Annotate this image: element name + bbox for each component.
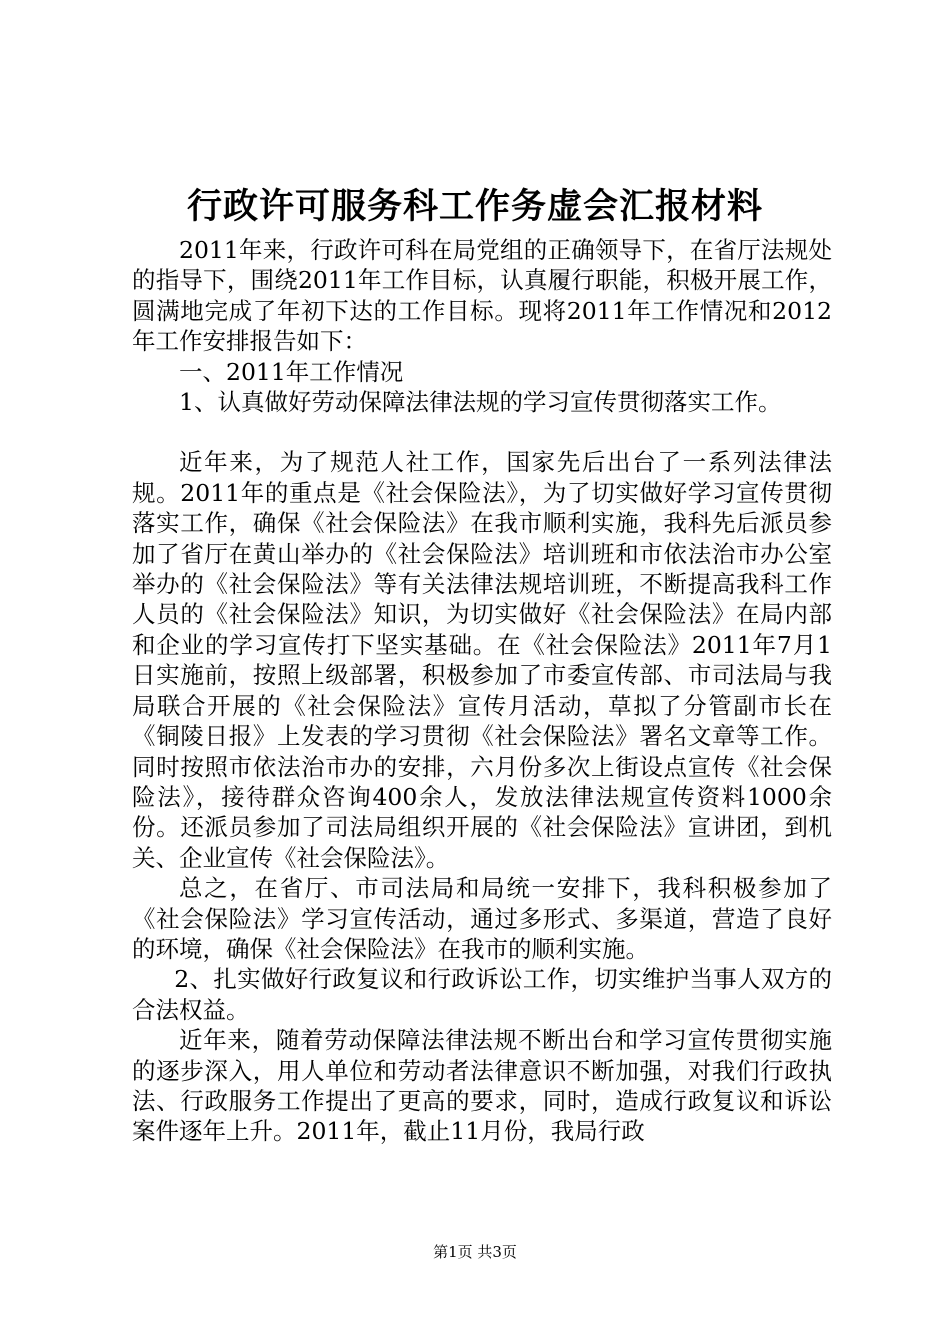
body-paragraph: 近年来，为了规范人社工作，国家先后出台了一系列法律法规。2011年的重点是《社会保险法》，为了切实做好学习宣传贯彻落实工作，确保《社会保险法》在我市顺利实施，我科先后派员参加了省厅在黄山举办的《社会保险法》培训班和市依法治市办公室举办的《社会保险法》等有关法律法规培训班，不断提高我科工作人员的《社会保险法》知识，为切实做好《社会保险法》在局内部和企业的学习宣传打下坚实基础。在《社会保险法》2011年7月1日实施前，按照上级部署，积极参加了市委宣传部、市司法局与我局联合开展的《社会保险法》宣传月活动，草拟了分管副市长在《铜陵日报》上发表的学习贯彻《社会保险法》署名文章等工作。同时按照市依法治市办的安排，六月份多次上街设点宣传《社会保险法》，接待群众咨询400余人，发放法律法规宣传资料1000余份。还派员参加了司法局组织开展的《社会保险法》宣讲团，到机关、企业宣传《社会保险法》。 [132, 448, 832, 872]
section-heading: 一、2011年工作情况 [179, 357, 404, 386]
intro-paragraph: 2011年来，行政许可科在局党组的正确领导下，在省厅法规处的指导下，围绕2011年工作目标，认真履行职能，积极开展工作，圆满地完成了年初下达的工作目标。现将2011年工作情况和2012年工作安排报告如下： [132, 236, 832, 356]
page-footer: 第1页 共3页 [433, 1243, 517, 1261]
blank-line [132, 417, 832, 447]
subsection-heading: 2、扎实做好行政复议和行政诉讼工作，切实维护当事人双方的合法权益。 [132, 965, 832, 1024]
document-body [132, 235, 832, 1147]
document-title: 行政许可服务科工作务虚会汇报材料 [186, 186, 763, 227]
body-paragraph: 近年来，随着劳动保障法律法规不断出台和学习宣传贯彻实施的逐步深入，用人单位和劳动者法律意识不断加强，对我们行政执法、行政服务工作提出了更高的要求，同时，造成行政复议和诉讼案件逐年上升。2011年，截止11月份，我局行政 [132, 1026, 832, 1146]
subsection-heading: 1、认真做好劳动保障法律法规的学习宣传贯彻落实工作。 [179, 388, 782, 417]
body-paragraph: 总之，在省厅、市司法局和局统一安排下，我科积极参加了《社会保险法》学习宣传活动，通过多形式、多渠道，营造了良好的环境，确保《社会保险法》在我市的顺利实施。 [132, 874, 832, 963]
